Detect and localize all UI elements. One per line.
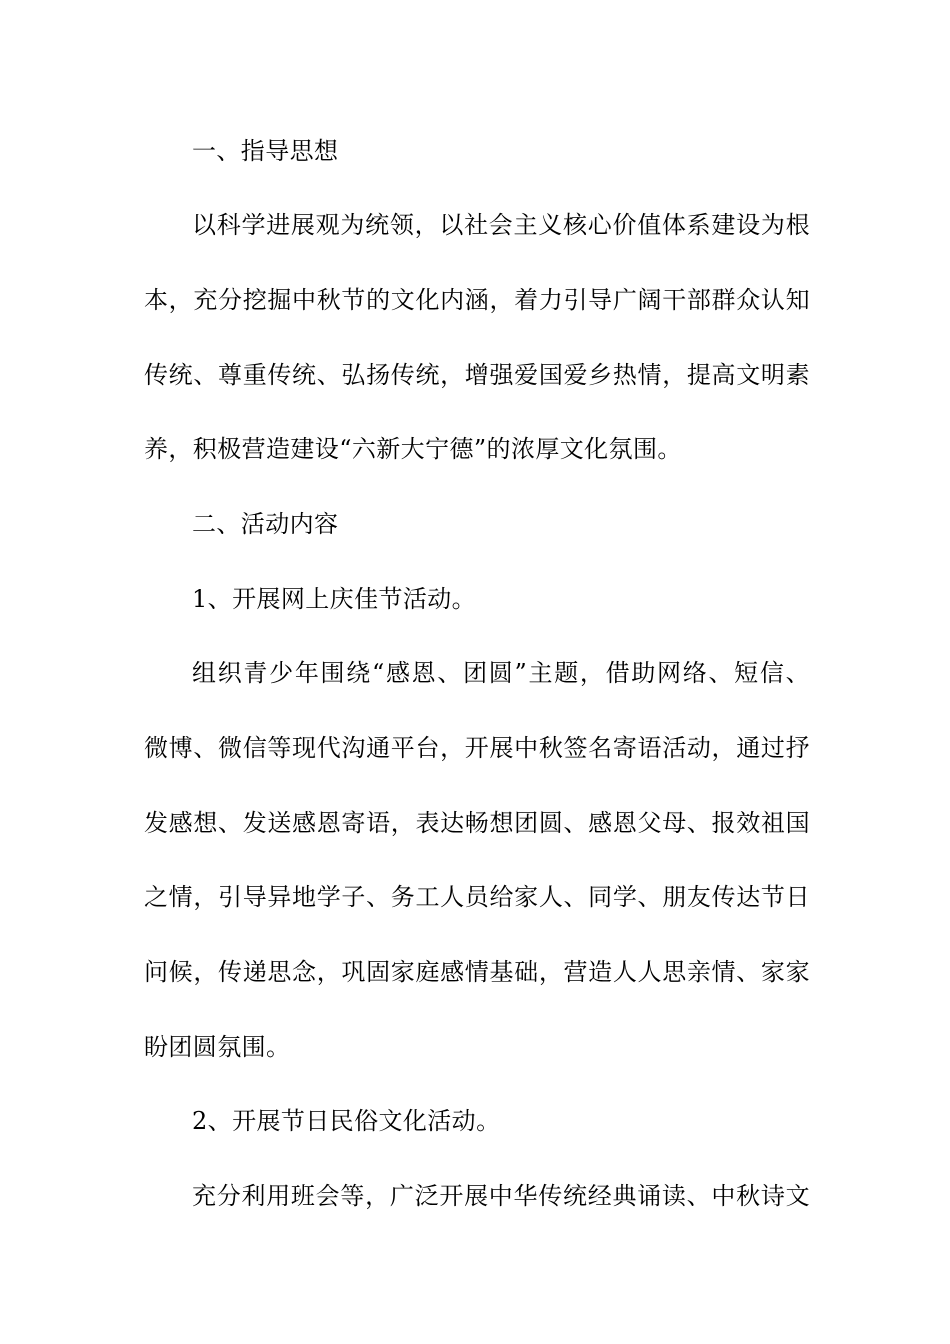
paragraph-line: 以科学进展观为统领，以社会主义核心价值体系建设为根 xyxy=(192,211,810,239)
subsection-heading-folk-culture: 2、开展节日民俗文化活动。 xyxy=(192,1107,501,1135)
paragraph-line: 发感想、发送感恩寄语，表达畅想团圆、感恩父母、报效祖国 xyxy=(144,809,810,837)
paragraph-line: 传统、尊重传统、弘扬传统，增强爱国爱乡热情，提高文明素 xyxy=(144,361,810,389)
paragraph-line: 盼团圆氛围。 xyxy=(144,1033,291,1061)
section-heading-guiding-ideology: 一、指导思想 xyxy=(192,137,339,165)
paragraph-line: 本，充分挖掘中秋节的文化内涵，着力引导广阔干部群众认知 xyxy=(144,286,810,314)
subsection-heading-online-activity: 1、开展网上庆佳节活动。 xyxy=(192,585,477,613)
paragraph-line: 充分利用班会等，广泛开展中华传统经典诵读、中秋诗文 xyxy=(192,1182,810,1210)
section-heading-activity-content: 二、活动内容 xyxy=(192,510,339,538)
paragraph-line: 组织青少年围绕“感恩、团圆”主题，借助网络、短信、 xyxy=(192,659,810,687)
paragraph-line: 养，积极营造建设“六新大宁德”的浓厚文化氛围。 xyxy=(144,435,682,463)
paragraph-line: 问候，传递思念，巩固家庭感情基础，营造人人思亲情、家家 xyxy=(144,958,810,986)
paragraph-line: 微博、微信等现代沟通平台，开展中秋签名寄语活动，通过抒 xyxy=(144,734,810,762)
paragraph-line: 之情，引导异地学子、务工人员给家人、同学、朋友传达节日 xyxy=(144,883,810,911)
